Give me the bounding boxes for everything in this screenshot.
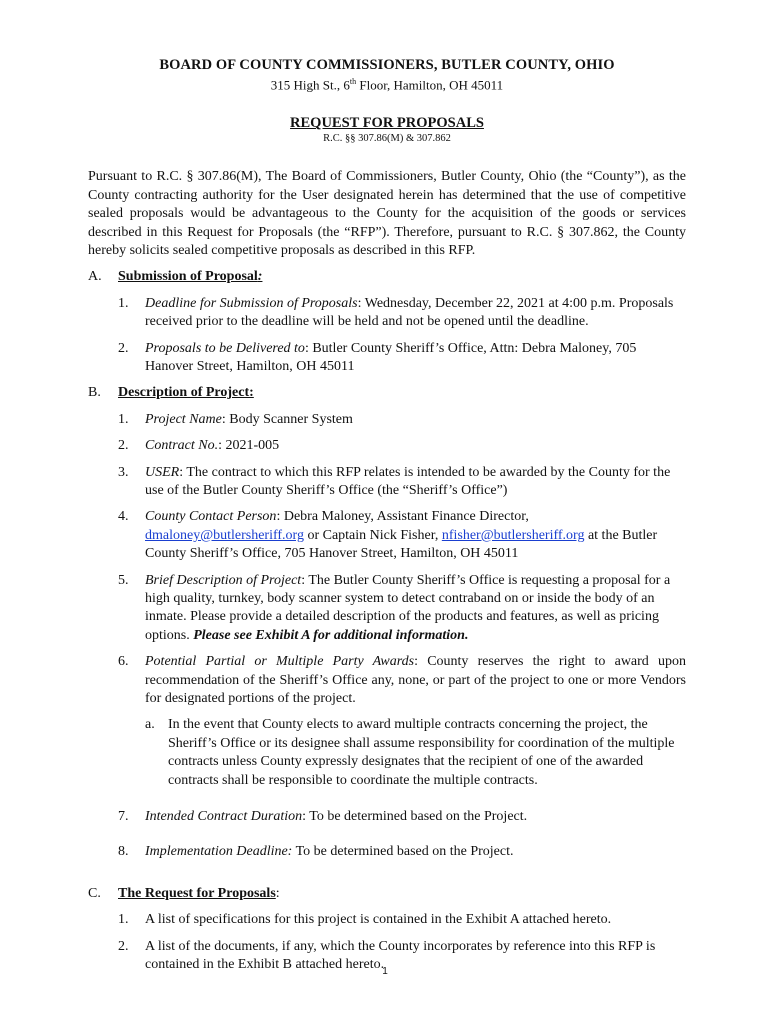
section-b-item-2: 2. Contract No.: 2021-005 — [118, 438, 280, 454]
section-b-item-6: 6. Potential Partial or Multiple Party Awards: County reserves the right to award upon recommendation of the Sheriff’s Office any, none, or part of the project to one or more Vendors for designated portions of the project. — [118, 654, 686, 707]
section-b-item-5: 5. Brief Description of Project: The Butler County Sheriff’s Office is requesting a proposal for a high quality, turnkey, body scanner system to detect contraband on or inside the body of an inmate. Please provide a detailed description of the products and features, as well as pricing options. Please see Exhibit A for additional information. — [118, 572, 671, 643]
board-address: 315 High St., 6th Floor, Hamilton, OH 45011 — [270, 77, 504, 93]
section-c-heading: C. The Request for Proposals: — [88, 885, 280, 901]
section-a-heading: A. Submission of Proposal: — [88, 269, 263, 285]
rfp-title: REQUEST FOR PROPOSALS — [290, 115, 484, 132]
section-b-item-3: 3. USER: The contract to which this RFP relates is intended to be awarded by the County for the use of the Butler County Sheriff’s Office (the “Sheriff’s Office”) — [118, 464, 671, 499]
section-b-item-7: 7. Intended Contract Duration: To be determined based on the Project. — [118, 809, 528, 825]
page-number: 1 — [382, 966, 388, 977]
email-link-dmaloney[interactable]: dmaloney@butlersheriff.org — [145, 527, 304, 543]
section-b-item-8: 8. Implementation Deadline: To be determined based on the Project. — [118, 843, 514, 859]
intro-paragraph: Pursuant to R.C. § 307.86(M), The Board of Commissioners, Butler County, Ohio (the “County”), as the County contracting authority for the User designated herein has determined that the use of competitive sealed proposals would be advantageous to the County for the acquisition of the goods or services described in this Request for Proposals (the “RFP”). Therefore, pursuant to R.C. § 307.862, the County hereby solicits sealed competitive proposals as described in this RFP. — [88, 169, 686, 258]
section-b-item-6a: a. In the event that County elects to award multiple contracts concerning the project, the Sheriff’s Office or its designee shall assume responsibility for coordination of the multiple contracts unless County expressly designates that the recipient of one of the awarded contracts shall be responsible to coordinate the multiple contracts. — [145, 717, 675, 788]
rfp-statute-reference: R.C. §§ 307.86(M) & 307.862 — [323, 133, 451, 145]
board-title: BOARD OF COUNTY COMMISSIONERS, BUTLER COUNTY, OHIO — [159, 57, 615, 73]
section-b-item-4: 4. County Contact Person: Debra Maloney, Assistant Finance Director, dmaloney@butlersheriff.org or Captain Nick Fisher, nfisher@butlersheriff.org at the Butler County Sheriff’s Office, 705 Hanover Street, Hamilton, OH 45011 — [118, 509, 658, 562]
section-b-heading: B. Description of Project: — [88, 385, 254, 401]
section-a-item-1: 1. Deadline for Submission of Proposals: Wednesday, December 22, 2021 at 4:00 p.m. Proposals received prior to the deadline will be held and not be opened until the deadline. — [118, 295, 674, 330]
section-c-item-2: 2. A list of the documents, if any, which the County incorporates by reference into this RFP is contained in the Exhibit B attached hereto. — [118, 938, 656, 973]
section-b-item-1: 1. Project Name: Body Scanner System — [118, 411, 353, 427]
section-a-item-2: 2. Proposals to be Delivered to: Butler County Sheriff’s Office, Attn: Debra Maloney, 705 Hanover Street, Hamilton, OH 45011 — [118, 340, 637, 374]
exhibit-a-emphasis: Please see Exhibit A for additional information. — [193, 627, 469, 643]
email-link-nfisher[interactable]: nfisher@butlersheriff.org — [441, 527, 585, 543]
section-c-item-1: 1. A list of specifications for this project is contained in the Exhibit A attached hereto. — [118, 912, 612, 928]
document-header — [88, 57, 686, 144]
